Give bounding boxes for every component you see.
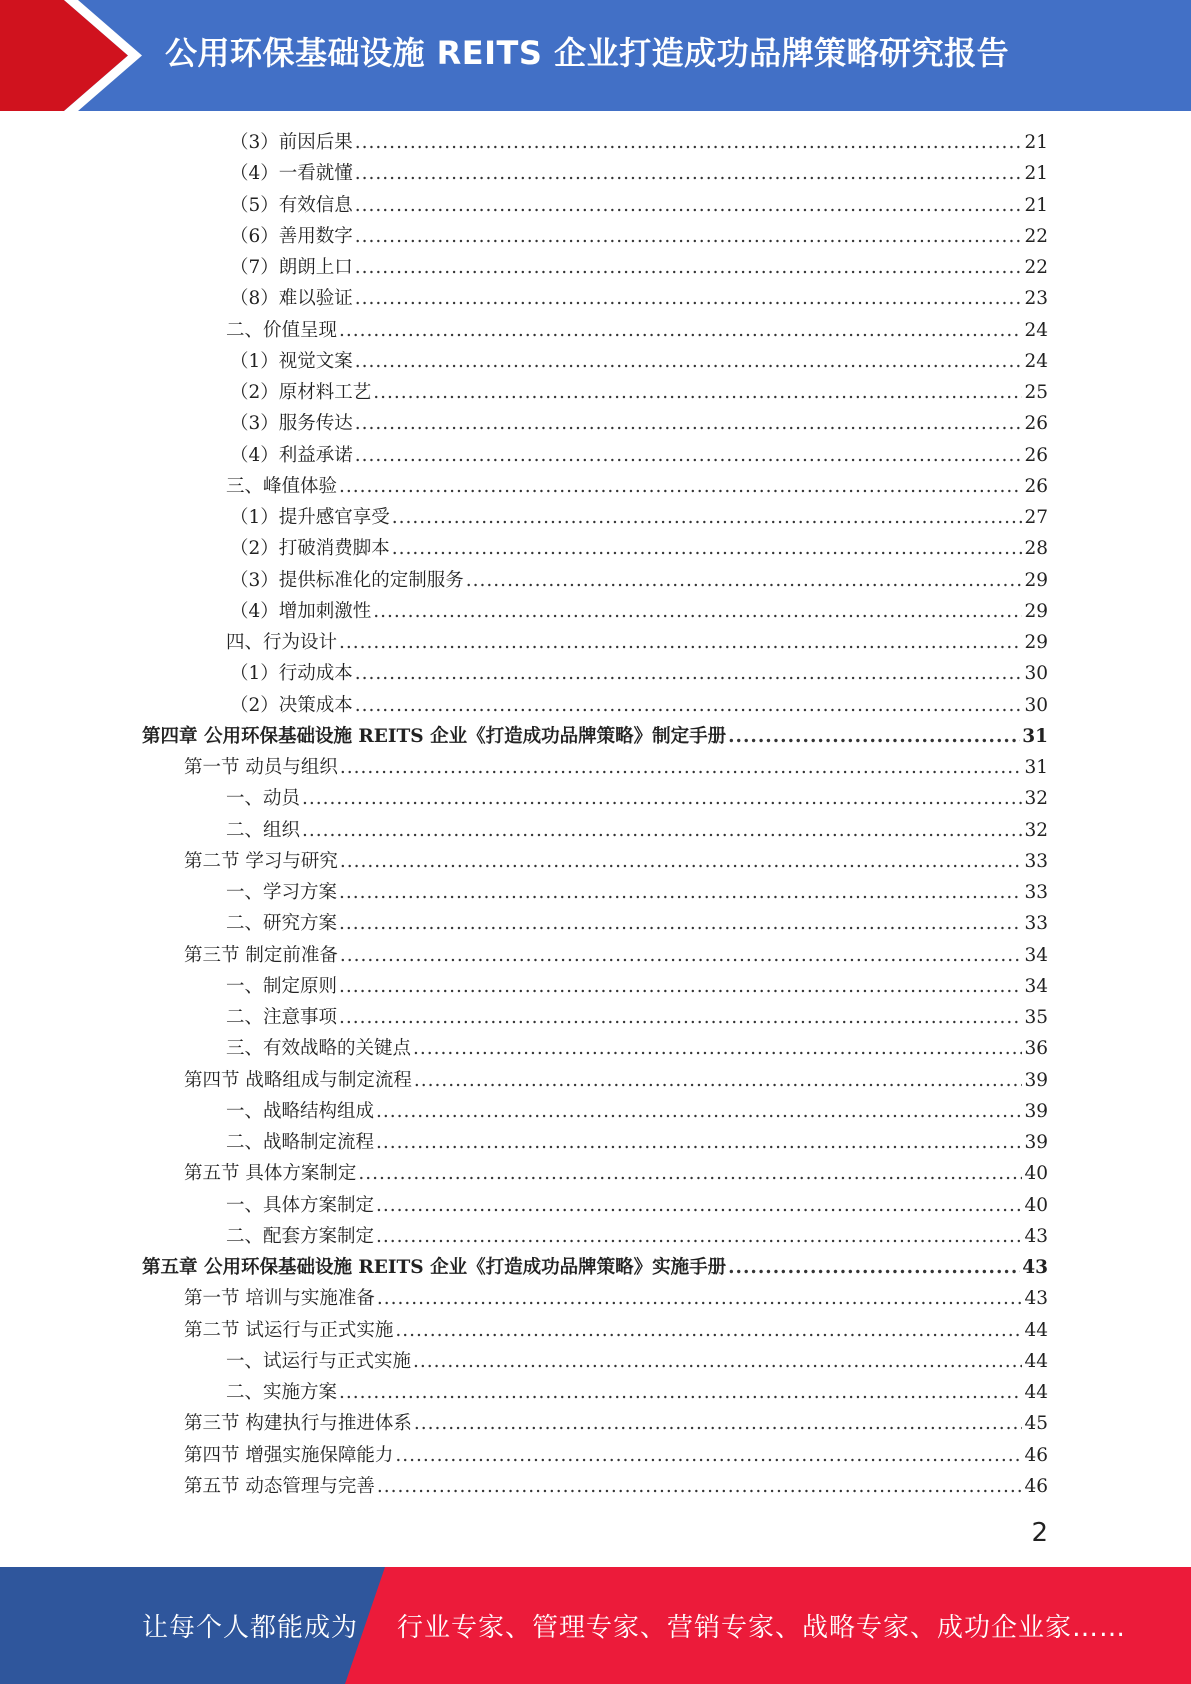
toc-entry-title: 第二节 学习与研究 [184,850,338,872]
toc-entry-title: 一、制定原则 [226,975,338,997]
toc-dot-leader [395,1441,1022,1471]
toc-subsection-entry[interactable] [230,441,1048,471]
toc-subsection-entry[interactable] [230,597,1048,627]
toc-entry-title: （3）提供标准化的定制服务 [230,569,464,591]
toc-entry-page-number: 29 [1024,600,1048,622]
toc-dot-leader [339,972,1022,1002]
toc-entry-title: 二、组织 [226,819,301,841]
header-arrow-decoration [0,0,180,111]
toc-entry-page-number: 26 [1024,475,1048,497]
toc-entry-page-number: 33 [1024,850,1048,872]
toc-subsection-entry[interactable] [226,1128,1048,1158]
toc-subsection-entry[interactable] [230,347,1048,377]
toc-entry-title: 一、试运行与正式实施 [226,1350,412,1372]
toc-entry-title: 二、价值呈现 [226,319,338,341]
toc-entry-page-number: 40 [1024,1194,1048,1216]
toc-entry-page-number: 45 [1024,1413,1048,1435]
toc-entry-page-number: 32 [1024,819,1048,841]
toc-dot-leader [376,1128,1022,1158]
toc-subsection-entry[interactable] [226,972,1048,1002]
toc-entry-page-number: 46 [1024,1475,1048,1497]
footer-slogan-left: 让每个人都能成为 [142,1613,359,1643]
toc-entry-title: 一、具体方案制定 [226,1194,375,1216]
toc-subsection-entry[interactable] [226,1347,1048,1377]
toc-dot-leader [355,659,1023,689]
toc-section-entry[interactable] [184,941,1048,971]
toc-entry-title: （2）原材料工艺 [230,382,372,403]
toc-subsection-entry[interactable] [226,816,1048,846]
toc-section-entry[interactable] [184,1409,1048,1439]
toc-entry-page-number: 36 [1024,1038,1048,1060]
toc-entry-page-number: 44 [1024,1319,1048,1341]
toc-entry-title: （1）提升感官享受 [230,507,390,528]
toc-entry-page-number: 35 [1024,1007,1048,1028]
toc-entry-page-number: 33 [1024,913,1048,935]
toc-dot-leader [728,1253,1020,1283]
toc-entry-title: （8）难以验证 [230,288,353,310]
toc-subsection-entry[interactable] [226,878,1048,908]
toc-entry-title: 第三节 制定前准备 [184,944,338,966]
toc-subsection-entry[interactable] [230,284,1048,314]
toc-entry-page-number: 29 [1024,632,1048,653]
toc-chapter-entry[interactable] [142,1253,1048,1283]
toc-entry-page-number: 24 [1024,350,1048,372]
toc-entry-page-number: 43 [1024,1225,1048,1247]
toc-subsection-entry[interactable] [230,503,1048,533]
toc-dot-leader [355,253,1023,283]
toc-section-entry[interactable] [184,753,1048,783]
toc-dot-leader [355,691,1023,721]
toc-dot-leader [355,128,1023,158]
toc-entry-page-number: 44 [1024,1350,1048,1372]
toc-entry-title: （3）服务传达 [230,413,353,435]
toc-subsection-entry[interactable] [230,253,1048,283]
toc-dot-leader [302,816,1022,846]
toc-entry-title: （2）决策成本 [230,694,353,716]
toc-dot-leader [340,753,1023,783]
toc-subsection-entry[interactable] [226,316,1048,346]
toc-entry-title: 二、研究方案 [226,913,338,935]
toc-entry-title: 第五章 公用环保基础设施 REITS 企业《打造成功品牌策略》实施手册 [142,1257,727,1278]
toc-entry-page-number: 27 [1024,507,1048,528]
toc-entry-title: 第一节 培训与实施准备 [184,1288,375,1310]
toc-entry-page-number: 43 [1022,1257,1048,1278]
toc-entry-title: 第五节 具体方案制定 [184,1163,357,1185]
toc-dot-leader [339,878,1022,908]
toc-entry-page-number: 22 [1024,257,1048,278]
toc-dot-leader [355,284,1023,314]
toc-subsection-entry[interactable] [226,1222,1048,1252]
toc-dot-leader [392,503,1023,533]
toc-entry-title: （7）朗朗上口 [230,257,353,278]
toc-entry-title: 第四节 战略组成与制定流程 [184,1069,412,1091]
toc-dot-leader [355,347,1023,377]
toc-dot-leader [355,222,1023,252]
document-title: 公用环保基础设施 REITS 企业打造成功品牌策略研究报告 [165,34,1010,72]
toc-section-entry[interactable] [184,1066,1048,1096]
toc-entry-title: 二、实施方案 [226,1382,338,1403]
toc-entry-title: （1）视觉文案 [230,350,353,372]
toc-dot-leader [373,378,1022,408]
toc-dot-leader [466,566,1023,596]
toc-entry-page-number: 46 [1024,1444,1048,1466]
toc-dot-leader [339,472,1022,502]
toc-dot-leader [376,1191,1022,1221]
toc-dot-leader [358,1159,1022,1189]
toc-subsection-entry[interactable] [230,191,1048,221]
toc-dot-leader [355,441,1023,471]
toc-entry-title: 一、动员 [226,788,301,810]
toc-dot-leader [377,1284,1023,1314]
toc-entry-title: （5）有效信息 [230,194,353,216]
toc-entry-page-number: 31 [1022,725,1048,747]
toc-entry-page-number: 32 [1024,788,1048,810]
toc-dot-leader [340,941,1023,971]
toc-entry-page-number: 34 [1024,944,1048,966]
toc-entry-page-number: 22 [1024,225,1048,247]
toc-dot-leader [355,191,1023,221]
toc-dot-leader [414,1409,1023,1439]
toc-entry-title: 第四章 公用环保基础设施 REITS 企业《打造成功品牌策略》制定手册 [142,725,727,747]
toc-entry-page-number: 28 [1024,538,1048,560]
toc-section-entry[interactable] [184,847,1048,877]
toc-dot-leader [413,1034,1022,1064]
toc-subsection-entry[interactable] [226,628,1048,658]
toc-entry-page-number: 24 [1024,319,1048,341]
toc-entry-title: 第二节 试运行与正式实施 [184,1319,394,1341]
toc-subsection-entry[interactable] [226,1378,1048,1408]
toc-entry-page-number: 39 [1024,1069,1048,1091]
toc-subsection-entry[interactable] [230,222,1048,252]
toc-dot-leader [339,316,1022,346]
toc-entry-title: 第五节 动态管理与完善 [184,1475,375,1497]
toc-entry-title: （4）增加刺激性 [230,600,372,622]
toc-subsection-entry[interactable] [230,566,1048,596]
toc-subsection-entry[interactable] [226,1097,1048,1127]
toc-dot-leader [414,1066,1023,1096]
toc-section-entry[interactable] [184,1316,1048,1346]
toc-entry-title: 三、有效战略的关键点 [226,1038,412,1060]
toc-subsection-entry[interactable] [230,534,1048,564]
toc-section-entry[interactable] [184,1441,1048,1471]
toc-entry-page-number: 23 [1024,288,1048,310]
toc-entry-page-number: 40 [1024,1163,1048,1185]
toc-entry-title: （6）善用数字 [230,225,353,247]
toc-entry-title: （4）利益承诺 [230,444,353,466]
toc-subsection-entry[interactable] [230,159,1048,189]
toc-entry-title: （2）打破消费脚本 [230,538,390,560]
toc-dot-leader [395,1316,1022,1346]
toc-subsection-entry[interactable] [230,409,1048,439]
toc-entry-page-number: 39 [1024,1132,1048,1153]
toc-chapter-entry[interactable] [142,722,1048,752]
toc-subsection-entry[interactable] [226,472,1048,502]
toc-entry-page-number: 26 [1024,413,1048,435]
toc-section-entry[interactable] [184,1284,1048,1314]
toc-entry-title: 第一节 动员与组织 [184,757,338,778]
toc-dot-leader [339,1003,1022,1033]
toc-dot-leader [355,159,1023,189]
toc-dot-leader [376,1097,1022,1127]
toc-entry-page-number: 30 [1024,663,1048,685]
page-footer [0,1567,1191,1684]
toc-dot-leader [376,1222,1022,1252]
toc-entry-title: 四、行为设计 [226,632,338,653]
toc-subsection-entry[interactable] [226,784,1048,814]
toc-dot-leader [355,409,1023,439]
toc-dot-leader [392,534,1023,564]
toc-entry-page-number: 21 [1024,132,1048,153]
toc-entry-title: 一、学习方案 [226,882,338,903]
toc-subsection-entry[interactable] [226,909,1048,939]
toc-entry-title: 一、战略结构组成 [226,1100,375,1122]
toc-entry-title: （3）前因后果 [230,132,353,153]
toc-subsection-entry[interactable] [226,1003,1048,1033]
toc-dot-leader [728,722,1020,752]
toc-dot-leader [302,784,1022,814]
toc-dot-leader [339,909,1022,939]
toc-section-entry[interactable] [184,1159,1048,1189]
page-number: 2 [1031,1518,1048,1548]
toc-section-entry[interactable] [184,1472,1048,1502]
toc-entry-page-number: 30 [1024,694,1048,716]
toc-entry-page-number: 33 [1024,882,1048,903]
footer-slogan-right: 行业专家、管理专家、营销专家、战略专家、成功企业家…… [397,1613,1127,1643]
toc-entry-page-number: 29 [1024,569,1048,591]
toc-entry-page-number: 44 [1024,1382,1048,1403]
toc-entry-page-number: 34 [1024,975,1048,997]
toc-entry-page-number: 31 [1024,757,1048,778]
toc-dot-leader [339,1378,1022,1408]
toc-entry-page-number: 26 [1024,444,1048,466]
toc-dot-leader [339,628,1022,658]
toc-dot-leader [373,597,1022,627]
toc-dot-leader [340,847,1023,877]
toc-entry-title: 二、配套方案制定 [226,1225,375,1247]
toc-subsection-entry[interactable] [226,1034,1048,1064]
toc-entry-title: 二、注意事项 [226,1007,338,1028]
toc-entry-title: 第三节 构建执行与推进体系 [184,1413,412,1435]
toc-entry-title: （1）行动成本 [230,663,353,685]
toc-subsection-entry[interactable] [226,1191,1048,1221]
toc-subsection-entry[interactable] [230,378,1048,408]
page-header [0,0,1191,111]
toc-subsection-entry[interactable] [230,659,1048,689]
toc-subsection-entry[interactable] [230,128,1048,158]
toc-entry-title: 第四节 增强实施保障能力 [184,1444,394,1466]
toc-entry-page-number: 21 [1024,163,1048,185]
toc-entry-title: （4）一看就懂 [230,163,353,185]
toc-entry-page-number: 39 [1024,1100,1048,1122]
toc-dot-leader [413,1347,1022,1377]
toc-entry-page-number: 43 [1024,1288,1048,1310]
toc-entry-page-number: 25 [1024,382,1048,403]
toc-entry-page-number: 21 [1024,194,1048,216]
toc-entry-title: 三、峰值体验 [226,475,338,497]
toc-dot-leader [377,1472,1023,1502]
toc-entry-title: 二、战略制定流程 [226,1132,375,1153]
toc-subsection-entry[interactable] [230,691,1048,721]
